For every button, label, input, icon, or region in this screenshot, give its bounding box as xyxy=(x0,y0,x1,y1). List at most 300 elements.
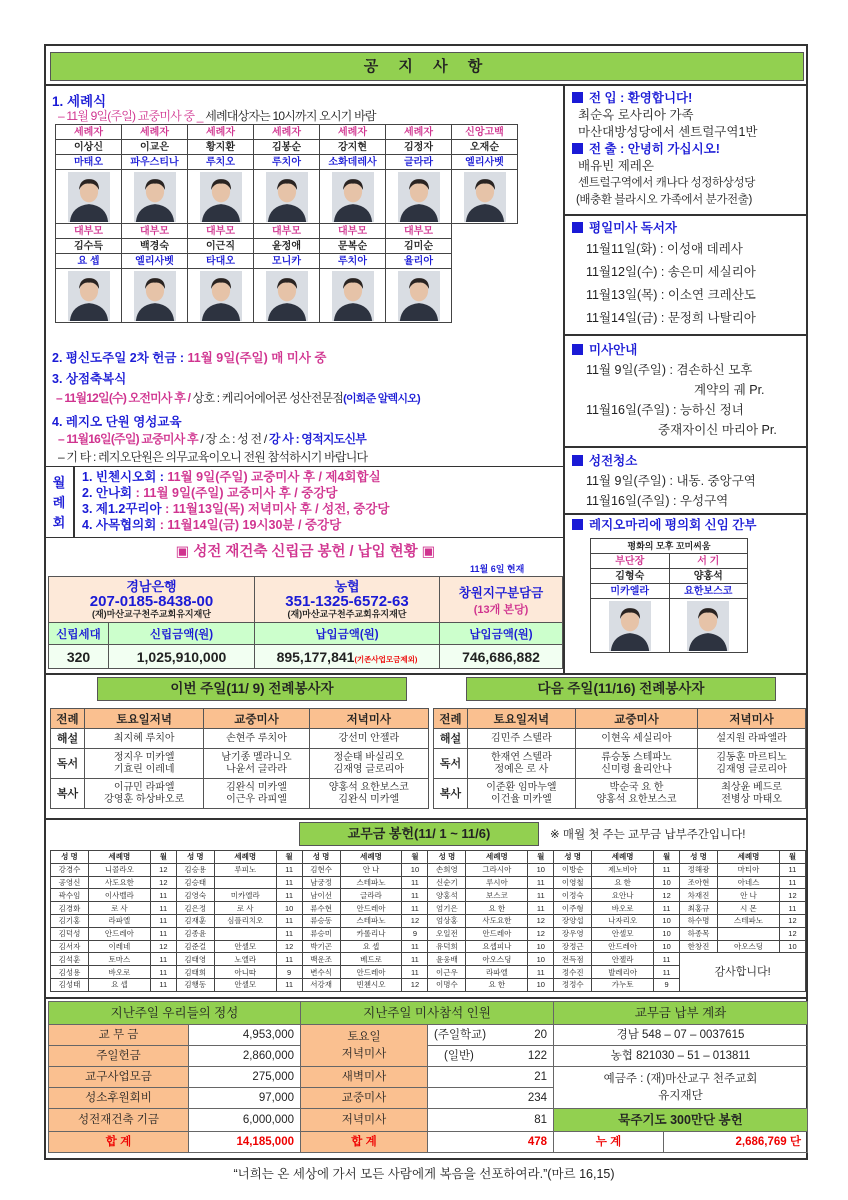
photo-cell xyxy=(56,269,122,323)
meeting-name: 3. 제1.2꾸리아 xyxy=(82,502,162,516)
legio-saint: 요한보스코 xyxy=(669,584,748,599)
dues-saint: 안드레아 xyxy=(340,966,402,979)
person-photo xyxy=(134,271,176,321)
readers-title xyxy=(572,218,756,238)
account-title: 교무금 납부 계좌 xyxy=(554,1002,808,1025)
sat-label: 저녁미사 xyxy=(341,1047,387,1060)
rebuild-heading: ▣ 성전 재건축 신립금 봉헌 / 납입 현황 ▣ xyxy=(175,544,436,560)
dues-name: 엄기은 xyxy=(428,902,466,915)
square-bullet-icon xyxy=(572,519,583,530)
item-4-place: / 장 소 : 성 전 / xyxy=(200,432,267,446)
divider xyxy=(73,467,75,537)
server-name: 이준환 임마누엘 xyxy=(486,781,557,793)
meeting-name: 4. 사목협의회 xyxy=(82,518,157,532)
dues-name: 김은정 xyxy=(176,902,214,915)
transfer-in-title-text: 전 입 : 환영합니다! xyxy=(589,91,693,105)
dues-header: 성 명 xyxy=(428,851,466,864)
section-divider xyxy=(44,673,808,675)
dues-saint: 요 셉 xyxy=(340,940,402,953)
header-district-paid: 납입금액(원) xyxy=(440,623,563,645)
dues-month: 9 xyxy=(276,966,302,979)
offering-title: 지난주일 우리들의 정성 xyxy=(49,1002,301,1025)
dues-month: 11 xyxy=(276,953,302,966)
dues-name: 김행동 xyxy=(176,978,214,991)
dues-name: 양홍석 xyxy=(428,889,466,902)
dues-saint: 안젤라 xyxy=(592,953,654,966)
monthly-item xyxy=(82,469,389,485)
legio-role: 서 기 xyxy=(669,554,748,569)
server-name: 정예은 로 사 xyxy=(494,763,549,775)
servers-cell xyxy=(309,779,428,809)
person-photo xyxy=(609,601,651,651)
servers-cell xyxy=(204,729,309,749)
dues-saint: 루시아 xyxy=(466,876,528,889)
this-week-servers-table xyxy=(50,708,429,809)
baptism-saint: 모니카 xyxy=(254,254,320,269)
server-name: 강영훈 하상바오로 xyxy=(104,793,185,805)
legio-name: 양홍석 xyxy=(669,569,748,584)
attendance-label: 저녁미사 xyxy=(301,1109,428,1132)
baptism-name: 이교은 xyxy=(122,140,188,155)
server-name: 김재영 글로리아 xyxy=(333,763,404,775)
dues-header: 성 명 xyxy=(176,851,214,864)
photo-cell xyxy=(254,170,320,224)
section-divider xyxy=(44,997,808,999)
photo-cell xyxy=(452,170,518,224)
servers-role: 독서 xyxy=(51,749,85,779)
mass-title xyxy=(572,340,777,360)
dues-month: 11 xyxy=(402,902,428,915)
dues-month: 11 xyxy=(150,914,176,927)
dues-saint: 마티아 xyxy=(718,863,780,876)
dues-name: 엄상홍 xyxy=(428,914,466,927)
person-photo xyxy=(687,601,729,651)
label-char: 회 xyxy=(52,515,66,530)
attendance-label: 교중미사 xyxy=(301,1088,428,1109)
person-photo xyxy=(200,271,242,321)
dues-name: 김덕성 xyxy=(51,927,89,940)
attendance-count: 21 xyxy=(428,1067,554,1088)
item-4-date: – 11월16일(주일) 교중미사 후 xyxy=(58,432,198,446)
servers-cell xyxy=(575,779,697,809)
legio-saint: 미카엘라 xyxy=(591,584,670,599)
legio-table xyxy=(590,538,748,653)
rebuild-table xyxy=(48,576,563,669)
sat-label: 토요일 xyxy=(347,1030,381,1043)
dues-header: 세례명 xyxy=(340,851,402,864)
transfer-in-line: 최순옥 로사리아 가족 xyxy=(578,108,694,122)
dues-month: 11 xyxy=(402,940,428,953)
dues-saint: 스테파노 xyxy=(718,914,780,927)
table-row xyxy=(51,914,806,927)
baptism-name: 황지환 xyxy=(188,140,254,155)
dues-month: 11 xyxy=(779,902,805,915)
rosary-total: 2,686,769 단 xyxy=(664,1132,808,1153)
dues-saint: 아오스딩 xyxy=(718,940,780,953)
server-name: 김민주 스텔라 xyxy=(491,732,552,744)
dues-name: 김승태 xyxy=(176,876,214,889)
dues-header: 월 xyxy=(779,851,805,864)
dues-saint: 요 한 xyxy=(592,876,654,889)
dues-name: 김성태 xyxy=(51,978,89,991)
dues-note: ※ 매월 첫 주는 교무금 납부주간입니다! xyxy=(550,829,746,841)
dues-saint: 시 몬 xyxy=(718,902,780,915)
offering-total-label: 합 계 xyxy=(49,1132,189,1153)
person-photo xyxy=(332,271,374,321)
dues-header: 월 xyxy=(276,851,302,864)
dues-name: 이영철 xyxy=(554,876,592,889)
dues-month: 11 xyxy=(276,978,302,991)
district-name: 창원지구분담금 xyxy=(458,585,544,600)
dues-name: 류수현 xyxy=(302,902,340,915)
baptism-name: 김미순 xyxy=(386,239,452,254)
dues-name: 변수식 xyxy=(302,966,340,979)
section-divider xyxy=(44,84,808,86)
person-photo xyxy=(464,172,506,222)
item-3-detail xyxy=(56,389,420,406)
servers-cell xyxy=(85,779,204,809)
server-name: 최상윤 베드로 xyxy=(721,781,782,793)
servers-cell xyxy=(204,779,309,809)
transfer-in-title xyxy=(572,90,757,107)
servers-cell xyxy=(698,749,806,779)
dues-name: 장정근 xyxy=(554,940,592,953)
dues-month: 11 xyxy=(276,876,302,889)
transfer-out-line: 배유빈 제레온 xyxy=(578,159,654,173)
dues-saint xyxy=(214,927,276,940)
photo-cell xyxy=(320,269,386,323)
dues-saint: 가누토 xyxy=(592,978,654,991)
baptism-role: 대부모 xyxy=(254,224,320,239)
dues-saint: 노엘라 xyxy=(214,953,276,966)
dues-month: 11 xyxy=(779,863,805,876)
dues-name: 정해광 xyxy=(680,863,718,876)
dues-name: 조아현 xyxy=(680,876,718,889)
dues-name: 김태영 xyxy=(176,953,214,966)
dues-month: 10 xyxy=(654,914,680,927)
item-3-text: 상호 : 케리어에어콘 성산전문점 xyxy=(192,391,344,405)
dues-saint: 보스코 xyxy=(466,889,528,902)
transfer-out-line: (배충환 블라시오 가족에서 분가전출) xyxy=(576,194,752,206)
dues-saint: 미카엘라 xyxy=(214,889,276,902)
dues-saint: 안드레아 xyxy=(340,902,402,915)
baptism-saint: 파우스티나 xyxy=(122,155,188,170)
dues-month: 12 xyxy=(528,927,554,940)
dues-saint: 아오스딩 xyxy=(466,953,528,966)
servers-header: 전례 xyxy=(51,709,85,729)
person-photo xyxy=(200,172,242,222)
square-bullet-icon xyxy=(572,455,583,466)
server-name: 남기종 멜라니오 xyxy=(221,751,292,763)
server-name: 이건율 미카엘 xyxy=(491,793,552,805)
photo-cell xyxy=(386,269,452,323)
dues-month: 11 xyxy=(150,966,176,979)
legio-title-text: 레지오마리에 평의회 신임 간부 xyxy=(589,518,757,532)
paid-note: (기존사업모금제외) xyxy=(354,654,418,664)
weekday-readers xyxy=(572,218,756,330)
account-number: 경남 548 – 07 – 0037615 xyxy=(554,1025,808,1046)
baptism-name: 문복순 xyxy=(320,239,386,254)
servers-role: 복사 xyxy=(51,779,85,809)
pledged-value: 1,025,910,000 xyxy=(109,645,255,669)
dues-table xyxy=(50,850,806,992)
dues-name: 신순기 xyxy=(428,876,466,889)
dues-month: 11 xyxy=(654,863,680,876)
photo-cell xyxy=(188,170,254,224)
dues-saint: 아네스 xyxy=(718,876,780,889)
dues-saint xyxy=(718,927,780,940)
this-week-servers-title: 이번 주일(11/ 9) 전례봉사자 xyxy=(97,677,407,701)
dues-saint: 카롤리나 xyxy=(340,927,402,940)
cleaning-title-text: 성전청소 xyxy=(589,454,638,468)
reader-line: 11월14일(금) : 문정희 나탈리아 xyxy=(586,311,756,325)
baptism-name: 이근직 xyxy=(188,239,254,254)
bank1-name: 경남은행 xyxy=(126,579,177,594)
server-name: 정순태 바실리오 xyxy=(333,751,404,763)
mass-title-text: 미사안내 xyxy=(589,343,638,357)
reader-line: 11월13일(목) : 이소연 크레산도 xyxy=(586,288,756,302)
baptism-grid xyxy=(55,124,518,323)
item-3-label: 3. 상점축복식 xyxy=(52,372,127,386)
server-name: 양홍석 요한보스코 xyxy=(596,793,677,805)
servers-cell xyxy=(575,749,697,779)
offering-amount: 2,860,000 xyxy=(189,1046,301,1067)
servers-cell xyxy=(698,779,806,809)
account-number: 농협 821030 – 51 – 013811 xyxy=(554,1046,808,1067)
server-name: 이규민 라파엘 xyxy=(113,781,175,793)
person-photo xyxy=(332,172,374,222)
person-photo xyxy=(398,172,440,222)
server-name: 김동훈 마르티노 xyxy=(716,751,787,763)
baptism-subline xyxy=(58,107,376,124)
table-row xyxy=(51,927,806,940)
baptism-saint: 루치아 xyxy=(320,254,386,269)
dues-month: 11 xyxy=(402,889,428,902)
baptism-name: 백경숙 xyxy=(122,239,188,254)
dues-name: 최홍규 xyxy=(680,902,718,915)
legio-title xyxy=(572,517,756,534)
table-row xyxy=(51,902,806,915)
table-row xyxy=(51,889,806,902)
dues-header: 성 명 xyxy=(302,851,340,864)
transfer-in-line: 마산대방성당에서 센트럴구역1반 xyxy=(578,125,758,139)
church-cleaning xyxy=(572,451,756,511)
paid-value: 895,177,841 xyxy=(276,648,355,665)
cleaning-title xyxy=(572,451,756,471)
square-bullet-icon xyxy=(572,143,583,154)
dues-name: 하수명 xyxy=(680,914,718,927)
dues-month: 11 xyxy=(402,966,428,979)
attendance-count: 234 xyxy=(428,1088,554,1109)
dues-month: 10 xyxy=(654,876,680,889)
servers-role: 복사 xyxy=(434,779,468,809)
next-week-servers-title: 다음 주일(11/16) 전례봉사자 xyxy=(466,677,776,701)
dues-saint: 제노비아 xyxy=(592,863,654,876)
dues-saint: 요 셉 xyxy=(88,978,150,991)
dues-month: 12 xyxy=(150,876,176,889)
dues-name: 곽수임 xyxy=(51,889,89,902)
baptism-role: 세례자 xyxy=(386,125,452,140)
baptism-role: 대부모 xyxy=(56,224,122,239)
dues-saint: 사도요한 xyxy=(88,876,150,889)
dues-header: 성 명 xyxy=(680,851,718,864)
baptism-role: 대부모 xyxy=(188,224,254,239)
dues-name: 김영숙 xyxy=(176,889,214,902)
dues-saint: 아니따 xyxy=(214,966,276,979)
server-name: 강선미 안젤라 xyxy=(338,732,400,744)
person-photo xyxy=(398,271,440,321)
dues-name: 공영신 xyxy=(51,876,89,889)
dues-month: 11 xyxy=(654,966,680,979)
meeting-detail: : 11월14일(금) 19시30분 / 중강당 xyxy=(159,518,342,532)
servers-header: 토요일저녁 xyxy=(85,709,204,729)
baptism-role: 세례자 xyxy=(122,125,188,140)
attendance-count: 81 xyxy=(428,1109,554,1132)
dues-thanks: 감사합니다! xyxy=(680,953,806,991)
baptism-saint: 소화데레사 xyxy=(320,155,386,170)
legio-header: 평화의 모후 꼬미씨움 xyxy=(591,539,748,554)
dues-name: 김경화 xyxy=(51,902,89,915)
baptism-saint: 마태오 xyxy=(56,155,122,170)
bank2-cell xyxy=(255,577,440,623)
bank1-account: 207-0185-8438-00 xyxy=(89,593,214,610)
servers-role: 독서 xyxy=(434,749,468,779)
servers-header: 전례 xyxy=(434,709,468,729)
table-row xyxy=(51,863,806,876)
dues-saint: 그라시아 xyxy=(466,863,528,876)
dues-header: 세례명 xyxy=(718,851,780,864)
servers-header: 토요일저녁 xyxy=(468,709,576,729)
dues-month: 12 xyxy=(654,889,680,902)
dues-saint: 요셉피나 xyxy=(466,940,528,953)
dues-month: 11 xyxy=(150,889,176,902)
dues-name: 정수진 xyxy=(554,966,592,979)
person-photo xyxy=(266,271,308,321)
servers-cell xyxy=(698,729,806,749)
next-week-servers-table xyxy=(433,708,806,809)
readers-list xyxy=(572,238,756,330)
dues-saint: 토마스 xyxy=(88,953,150,966)
servers-cell xyxy=(85,729,204,749)
dues-saint: 안셀모 xyxy=(214,978,276,991)
dues-month: 12 xyxy=(402,914,428,927)
label-char: 례 xyxy=(52,495,66,510)
dues-header: 성 명 xyxy=(51,851,89,864)
dues-name: 손희영 xyxy=(428,863,466,876)
dues-title: 교무금 봉헌(11/ 1 ~ 11/6) xyxy=(299,822,539,846)
reader-line: 11월12일(수) : 송은미 세실리아 xyxy=(586,265,756,279)
dues-month: 12 xyxy=(779,889,805,902)
dues-month: 10 xyxy=(528,863,554,876)
meeting-name: 1. 빈첸시오회 : xyxy=(82,470,164,484)
server-name: 이현옥 세실리아 xyxy=(601,732,672,744)
dues-name: 하종목 xyxy=(680,927,718,940)
dues-saint: 심플리치오 xyxy=(214,914,276,927)
dues-saint: 안드레아 xyxy=(592,940,654,953)
dues-month: 10 xyxy=(528,940,554,953)
dues-saint: 글라라 xyxy=(340,889,402,902)
offering-label: 성소후원회비 xyxy=(49,1088,189,1109)
dues-saint: 안 나 xyxy=(718,889,780,902)
monthly-meetings xyxy=(44,466,564,538)
server-name: 설지원 라파엘라 xyxy=(716,732,787,744)
dues-month: 11 xyxy=(276,863,302,876)
offering-amount: 97,000 xyxy=(189,1088,301,1109)
servers-header: 교중미사 xyxy=(204,709,309,729)
transfer-out-title-text: 전 출 : 안녕히 가십시오! xyxy=(589,142,720,156)
item-3-who: (이희준 알렉시오) xyxy=(343,393,420,405)
divider xyxy=(564,334,808,336)
monthly-list xyxy=(82,469,389,533)
meeting-detail: : 11월13일(목) 저녁미사 후 / 성전, 중강당 xyxy=(165,502,390,516)
mass-line: 11월16일(주일) : 능하신 정녀 xyxy=(586,403,744,417)
dues-name: 차재진 xyxy=(680,889,718,902)
dues-name: 김기홍 xyxy=(51,914,89,927)
server-name: 전병상 마태오 xyxy=(721,793,782,805)
dues-month: 12 xyxy=(150,940,176,953)
offering-label: 교 무 금 xyxy=(49,1025,189,1046)
baptism-saint: 엘리사벳 xyxy=(452,155,518,170)
offering-label: 교구사업모금 xyxy=(49,1067,189,1088)
dues-name: 류승동 xyxy=(302,914,340,927)
dues-name: 김태희 xyxy=(176,966,214,979)
rosary-total-label: 누 계 xyxy=(554,1132,664,1153)
dues-saint: 루피노 xyxy=(214,863,276,876)
person-photo xyxy=(266,172,308,222)
dues-name: 이방순 xyxy=(554,863,592,876)
rebuild-as-of: 11월 6일 현재 xyxy=(470,564,525,574)
baptism-role: 대부모 xyxy=(122,224,188,239)
dues-month: 11 xyxy=(150,902,176,915)
offering-amount: 4,953,000 xyxy=(189,1025,301,1046)
attendance-count: 122 xyxy=(527,1050,547,1062)
dues-name: 남궁정 xyxy=(302,876,340,889)
server-name: 양홍석 요한보스코 xyxy=(328,781,409,793)
dues-month: 11 xyxy=(528,966,554,979)
dues-month: 11 xyxy=(276,927,302,940)
page-title: 공 지 사 항 xyxy=(50,52,804,81)
baptism-role: 세례자 xyxy=(320,125,386,140)
column-divider xyxy=(563,84,565,674)
dues-month: 11 xyxy=(150,953,176,966)
dues-month: 9 xyxy=(654,978,680,991)
dues-name: 김성용 xyxy=(51,966,89,979)
servers-cell xyxy=(85,749,204,779)
server-name: 기효린 이레네 xyxy=(113,763,175,775)
dues-name: 서강재 xyxy=(302,978,340,991)
server-name: 손현주 루치아 xyxy=(226,732,287,744)
person-photo xyxy=(68,172,110,222)
server-name: 박순국 요 한 xyxy=(609,781,664,793)
dues-name: 류승미 xyxy=(302,927,340,940)
meeting-name: 2. 안나회 xyxy=(82,486,133,500)
dues-name: 장양섭 xyxy=(554,914,592,927)
dues-saint: 발레리아 xyxy=(592,966,654,979)
mass-line: 11월 9일(주일) : 겸손하신 모후 xyxy=(586,363,753,377)
baptism-role: 신앙고백 xyxy=(452,125,518,140)
dues-name: 유덕희 xyxy=(428,940,466,953)
dues-name: 이주형 xyxy=(554,902,592,915)
servers-cell xyxy=(468,729,576,749)
dues-month: 9 xyxy=(402,927,428,940)
dues-header: 세례명 xyxy=(466,851,528,864)
dues-month: 11 xyxy=(654,902,680,915)
item-4-detail xyxy=(58,430,366,447)
dues-name: 김현수 xyxy=(302,863,340,876)
dues-month: 12 xyxy=(779,927,805,940)
mass-line: 계약의 궤 Pr. xyxy=(694,383,765,397)
monthly-item xyxy=(82,501,389,517)
